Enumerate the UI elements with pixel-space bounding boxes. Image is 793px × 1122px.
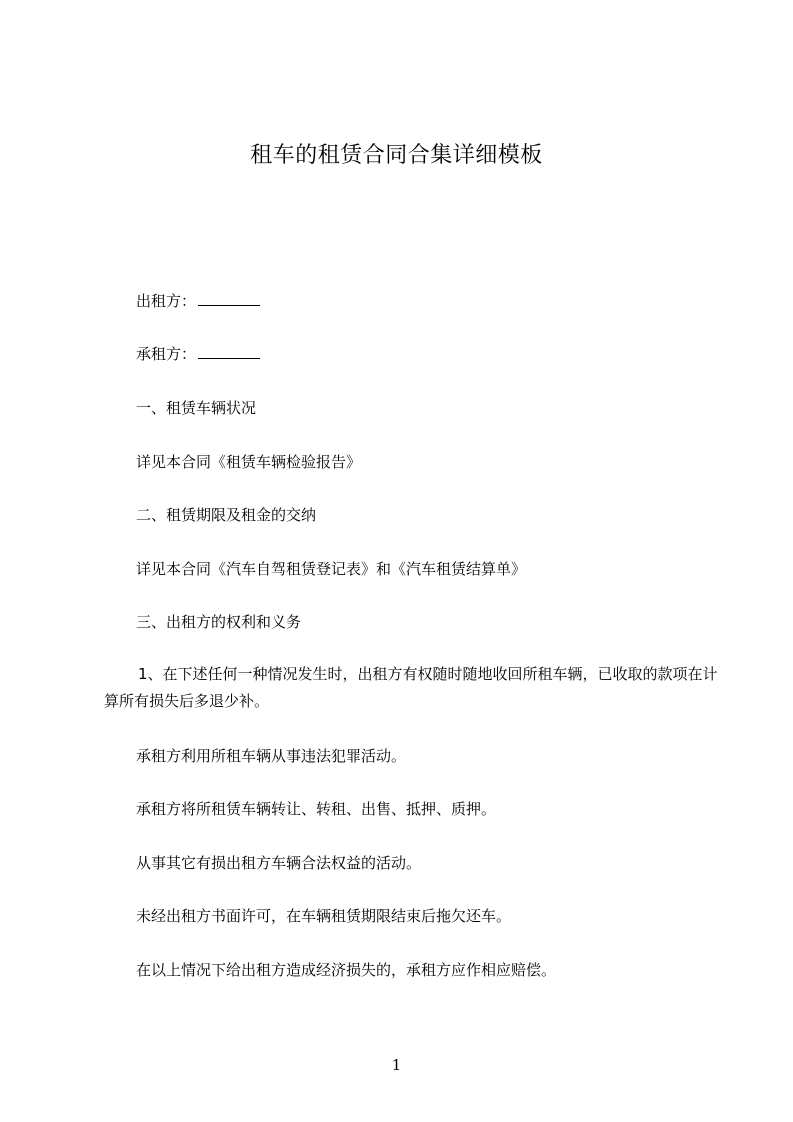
document-title: 租车的租赁合同合集详细模板 (250, 143, 543, 168)
page-number: 1 (391, 1056, 402, 1074)
lessor-label: 出租方： (136, 292, 197, 310)
section1-text: 详见本合同《租赁车辆检验报告》 (136, 453, 362, 471)
lessee-label: 承租方： (136, 345, 197, 363)
section1-heading: 一、租赁车辆状况 (136, 399, 257, 417)
section3-heading: 三、出租方的权利和义务 (136, 613, 302, 631)
section2-text: 详见本合同《汽车自驾租赁登记表》和《汽车租赁结算单》 (136, 560, 527, 578)
clause-item-2: 承租方将所租赁车辆转让、转租、出售、抵押、质押。 (136, 800, 497, 818)
clause-1: 1、在下述任何一种情况发生时，出租方有权随时随地收回所租车辆，已收取的款项在计算所有损失后多退少补。 (104, 665, 718, 710)
clause-item-5: 在以上情况下给出租方造成经济损失的，承租方应作相应赔偿。 (136, 961, 557, 979)
lessor-blank (198, 293, 260, 306)
lessee-line (136, 343, 260, 365)
clause-item-4: 未经出租方书面许可，在车辆租赁期限结束后拖欠还车。 (136, 907, 512, 925)
clause-item-1: 承租方利用所租车辆从事违法犯罪活动。 (136, 747, 407, 765)
clause-item-3: 从事其它有损出租方车辆合法权益的活动。 (136, 854, 422, 872)
lessee-blank (198, 346, 260, 359)
section2-heading: 二、租赁期限及租金的交纳 (136, 506, 317, 524)
lessor-line (136, 290, 260, 312)
